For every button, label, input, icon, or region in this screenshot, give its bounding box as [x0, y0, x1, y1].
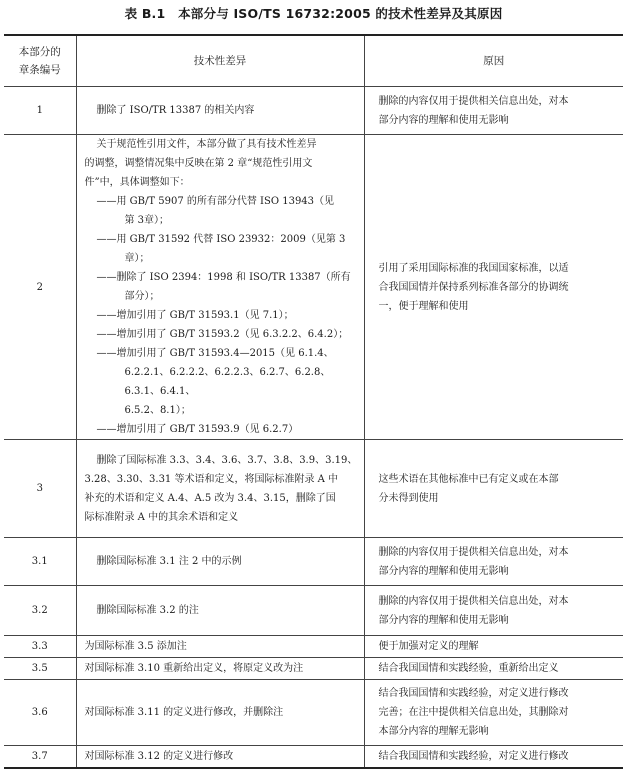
difference-line: 关于规范性引用文件，本部分做了具有技术性差异: [96, 139, 317, 150]
differences-table: [4, 34, 623, 769]
difference-line: 对国际标准 3.12 的定义进行修改: [84, 750, 234, 762]
reason-line: 删除的内容仅用于提供相关信息出处，对本: [378, 95, 569, 107]
header-clause-number-line1: 本部分的: [18, 46, 61, 58]
difference-line: ——用 GB/T 31592 代替 ISO 23932：2009（见第 3: [96, 234, 346, 245]
reason: [364, 680, 623, 746]
table-title: 表 B.1 本部分与 ISO/TS 16732:2005 的技术性差异及其原因: [124, 6, 503, 21]
reason: [364, 440, 623, 538]
reason-line: 删除的内容仅用于提供相关信息出处，对本: [378, 595, 569, 607]
reason: [364, 636, 623, 658]
header-clause-number: [4, 35, 76, 87]
reason-line: 一，便于理解和使用: [378, 300, 469, 312]
table-row: [4, 586, 623, 636]
difference-line: [85, 192, 358, 211]
difference-line: 的调整，调整情况集中反映在第 2 章“规范性引用文: [84, 158, 313, 169]
technical-difference: [76, 680, 364, 746]
difference-line: 删除了国际标准 3.3、3.4、3.6、3.7、3.8、3.9、3.19、: [96, 454, 358, 466]
reason: [364, 658, 623, 680]
difference-line: 部分）；: [124, 291, 160, 302]
reason-line: 引用了采用国际标准的我国国家标准，以适: [378, 262, 569, 274]
difference-line-text: 第 3: [124, 215, 145, 226]
technical-difference: [76, 87, 364, 135]
reason: [364, 135, 623, 440]
difference-line: 删除国际标准 3.1 注 2 中的示例: [96, 556, 242, 567]
clause-number: 3.1: [4, 538, 76, 586]
clause-number: 3: [4, 440, 76, 538]
reason-line: 部分内容的理解和使用无影响: [378, 114, 509, 126]
difference-line: 为国际标准 3.5 添加注: [84, 641, 187, 652]
difference-line: 件”中，具体调整如下：: [84, 177, 190, 188]
difference-line-text: 章）；: [144, 215, 170, 226]
difference-line: 删除了 ISO/TR 13387 的相关内容: [96, 105, 255, 116]
difference-line: 际标准附录 A 中的其余术语和定义: [84, 511, 239, 523]
table-row: [4, 135, 623, 440]
table-row: [4, 746, 623, 768]
reason-line: 结合我国国情和实践经验，对定义进行修改: [378, 750, 569, 762]
technical-difference: [76, 538, 364, 586]
clause-number: 3.3: [4, 636, 76, 658]
technical-difference: [76, 135, 364, 440]
clause-number: 3.2: [4, 586, 76, 636]
clause-number: 3.7: [4, 746, 76, 768]
difference-line: ——增加引用了 GB/T 31593.2（见 6.3.2.2、6.4.2）；: [96, 329, 349, 340]
reason-line: 结合我国国情和实践经验，对定义进行修改: [378, 688, 569, 699]
technical-difference: [76, 586, 364, 636]
table-row: [4, 636, 623, 658]
reason-line: 部分内容的理解和使用无影响: [378, 565, 509, 577]
difference-line: 删除国际标准 3.2 的注: [96, 605, 199, 616]
difference-line: ——删除了 ISO 2394：1998 和 ISO/TR 13387（所有: [96, 272, 351, 283]
reason-line: 合我国国情并保持系列标准各部分的协调统: [378, 281, 569, 293]
difference-line: ——增加引用了 GB/T 31593.4—2015（见 6.1.4、: [96, 348, 334, 359]
table-row: [4, 538, 623, 586]
difference-line: ——增加引用了 GB/T 31593.9（见 6.2.7）: [96, 424, 299, 435]
difference-line: 6.2.2.1、6.2.2.2、6.2.2.3、6.2.7、6.2.8、6.3.1、6.4.1、: [124, 367, 331, 397]
reason-line: 部分内容的理解和使用无影响: [378, 614, 509, 626]
difference-line: [85, 211, 358, 230]
reason: [364, 746, 623, 768]
technical-difference: [76, 658, 364, 680]
reason: [364, 87, 623, 135]
difference-line: 补充的术语和定义 A.4、A.5 改为 3.4、3.15，删除了国: [84, 492, 336, 504]
clause-number: 3.6: [4, 680, 76, 746]
reason-line: 分未得到使用: [378, 492, 439, 504]
table-row: [4, 440, 623, 538]
header-reason: 原因: [364, 35, 623, 87]
table-row: [4, 87, 623, 135]
reason-line: 完善；在注中提供相关信息出处，其删除对: [378, 707, 569, 718]
clause-number: 3.5: [4, 658, 76, 680]
clause-number: 1: [4, 87, 76, 135]
table-row: [4, 658, 623, 680]
difference-line: 6.5.2、8.1）；: [124, 405, 191, 416]
reason: [364, 586, 623, 636]
technical-difference: [76, 746, 364, 768]
clause-number: 2: [4, 135, 76, 440]
difference-line: 章）；: [124, 253, 150, 264]
difference-line: 3.28、3.30、3.31 等术语和定义，将国际标准附录 A 中: [84, 473, 339, 485]
reason-line: 本部分内容的理解无影响: [378, 726, 489, 737]
reason: [364, 538, 623, 586]
table-header-row: [4, 35, 623, 87]
reason-line: 结合我国国情和实践经验，重新给出定义: [378, 663, 559, 674]
difference-line: 对国际标准 3.11 的定义进行修改，并删除注: [84, 707, 284, 718]
reason-line: 这些术语在其他标准中已有定义或在本部: [378, 473, 559, 485]
reason-line: 便于加强对定义的理解: [378, 641, 479, 652]
table-row: [4, 680, 623, 746]
difference-line: ——增加引用了 GB/T 31593.1（见 7.1）；: [96, 310, 294, 321]
header-clause-number-line2: 章条编号: [18, 64, 61, 76]
reason-line: 删除的内容仅用于提供相关信息出处，对本: [378, 546, 569, 558]
technical-difference: [76, 440, 364, 538]
header-technical-difference: 技术性差异: [76, 35, 364, 87]
difference-line: 对国际标准 3.10 重新给出定义，将原定义改为注: [84, 663, 304, 674]
technical-difference: [76, 636, 364, 658]
difference-line-text: ——用 GB/T 5907 的所有部分代替 ISO 13943（见: [96, 196, 335, 207]
